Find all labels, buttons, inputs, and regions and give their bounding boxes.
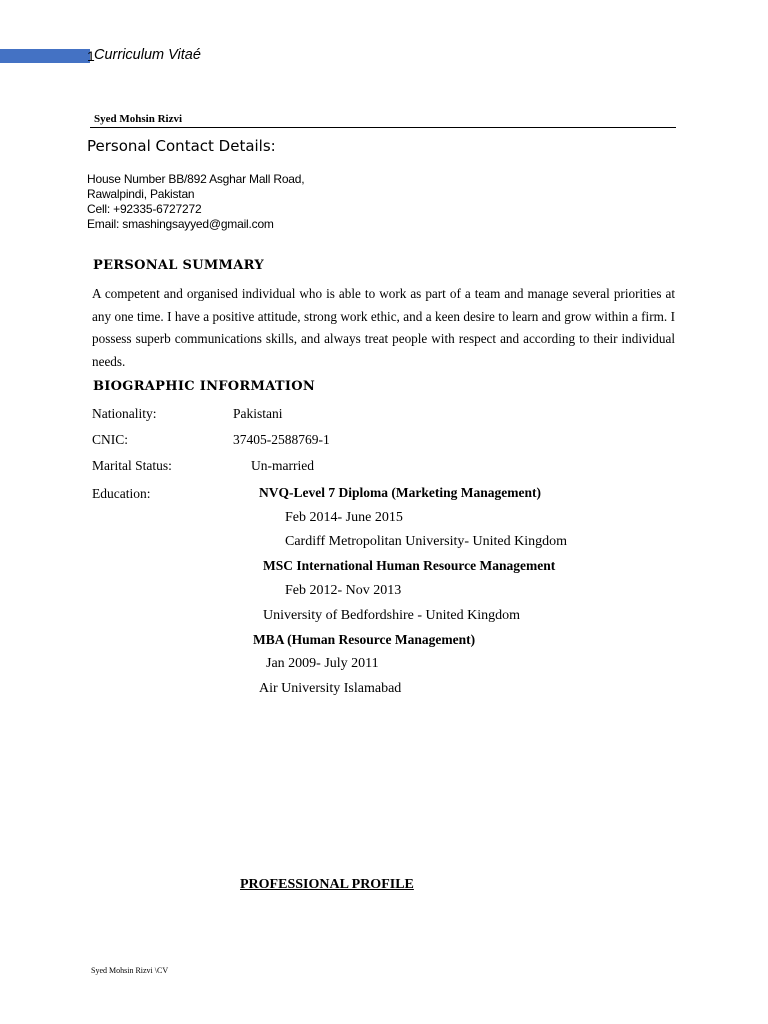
name-divider xyxy=(90,127,676,128)
cv-name: Syed Mohsin Rizvi xyxy=(94,113,183,125)
contact-heading: Personal Contact Details: xyxy=(87,137,276,155)
header-title: Curriculum Vitaé xyxy=(94,47,201,63)
page-footer: Syed Mohsin Rizvi \CV xyxy=(91,966,169,975)
header-accent-bar xyxy=(0,49,90,63)
education-institution: Cardiff Metropolitan University- United Kingdom xyxy=(285,534,568,549)
education-degree: NVQ-Level 7 Diploma (Marketing Management) xyxy=(259,485,541,500)
contact-cell-line: Cell: +92335-6727272 xyxy=(87,202,202,216)
nationality-label: Nationality: xyxy=(92,406,157,421)
marital-status-label: Marital Status: xyxy=(92,458,172,473)
education-label: Education: xyxy=(92,486,151,501)
education-degree: MBA (Human Resource Management) xyxy=(253,632,476,647)
education-dates: Feb 2012- Nov 2013 xyxy=(285,583,402,598)
education-dates: Feb 2014- June 2015 xyxy=(285,510,403,525)
cnic-label: CNIC: xyxy=(92,432,129,447)
education-institution: University of Bedfordshire - United Kingdom xyxy=(263,608,521,623)
contact-email-line: Email: smashingsayyed@gmail.com xyxy=(87,217,274,231)
cnic-value: 37405-2588769-1 xyxy=(233,432,330,447)
education-institution: Air University Islamabad xyxy=(259,681,402,696)
nationality-value: Pakistani xyxy=(233,406,283,421)
summary-text: A competent and organised individual who is able to work as part of a team and manage several priorities at any one time. I have a positive attitude, strong work ethic, and a keen desire to learn and grow within a firm. I possess superb communications skills, and always treat people with respect and according to their individual needs. xyxy=(92,286,675,369)
bio-heading: BIOGRAPHIC INFORMATION xyxy=(93,379,316,394)
marital-status-value: Un-married xyxy=(251,458,314,473)
contact-city-line: Rawalpindi, Pakistan xyxy=(87,187,195,201)
summary-heading: PERSONAL SUMMARY xyxy=(93,258,264,273)
professional-profile-heading: PROFESSIONAL PROFILE xyxy=(240,877,414,892)
contact-address-line: House Number BB/892 Asghar Mall Road, xyxy=(87,172,305,186)
education-dates: Jan 2009- July 2011 xyxy=(266,656,379,671)
education-degree: MSC International Human Resource Management xyxy=(263,558,556,573)
header-page-number: 1 xyxy=(87,48,95,64)
